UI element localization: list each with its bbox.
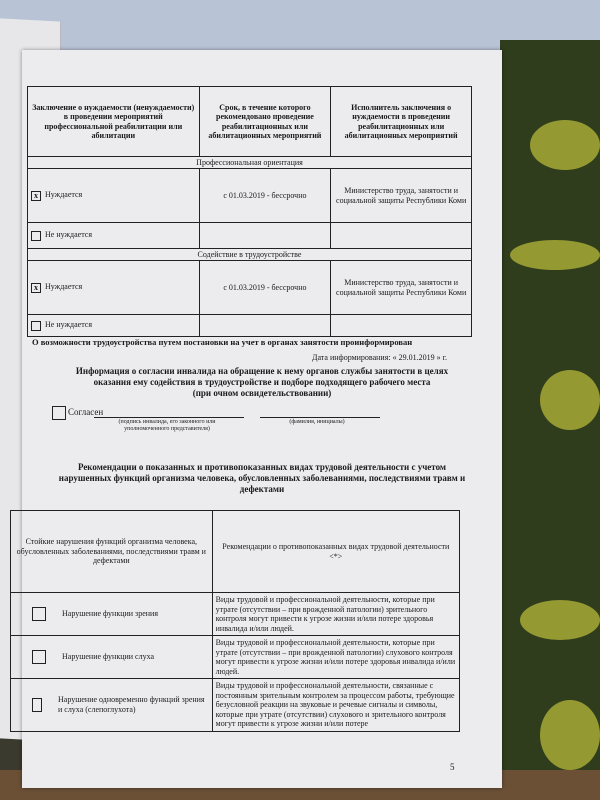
page-number: 5 [450, 762, 455, 772]
checkbox-empty-icon[interactable] [31, 231, 41, 241]
header-recommendations: Рекомендации о противопоказанных видах трудовой деятельности <*> [212, 511, 459, 593]
need-label: Нуждается [45, 282, 83, 292]
background-blanket [500, 40, 600, 800]
info-date: Дата информирования: « 29.01.2019 » г. [312, 353, 447, 362]
need-cell [28, 169, 200, 223]
header-impairments: Стойкие нарушения функций организма человека, обусловленных заболеваниями, последствиями травм и дефектами [11, 511, 213, 593]
signature-line [94, 417, 244, 418]
contraindications-header [11, 511, 460, 593]
table-row [11, 593, 460, 636]
no-need-cell [28, 223, 200, 249]
no-need-label: Не нуждается [45, 320, 93, 330]
no-need-cell [28, 315, 200, 337]
impairment-cell [11, 636, 213, 679]
name-caption: (фамилия, инициалы) [289, 419, 345, 425]
recommendations-title: Рекомендации о показанных и противопоказанных видах трудовой деятельности с учетом нарушенных функций организма человека, обусловленных заболеваниями, последствиями травм и дефектами [58, 462, 466, 494]
impairment-label: Нарушение функции слуха [62, 652, 155, 662]
term-cell: с 01.03.2019 - бессрочно [199, 169, 331, 223]
table-row [28, 223, 472, 249]
checkbox-checked-icon[interactable]: x [31, 191, 41, 201]
checkbox-checked-icon[interactable]: x [31, 283, 41, 293]
consent-subtitle: (при очном освидетельствовании) [192, 388, 332, 398]
table-row [28, 315, 472, 337]
no-need-label: Не нуждается [45, 230, 93, 240]
header-executor: Исполнитель заключения о нуждаемости в проведении реабилитационных или абилитационных мероприятий [331, 87, 472, 157]
recommendation-cell: Виды трудовой и профессиональной деятельности, связанные с постоянным зрительным контролем за процессом работы, требующие безусловной реакции на звуковые и речевые сигналы и символы, которые при утрате (отсутствии) слухового и зрительного контроля могут привести к угрозе жизни и/или потере [212, 679, 459, 732]
table-row [11, 679, 460, 732]
table-row [28, 169, 472, 223]
consent-checkbox[interactable] [52, 406, 66, 420]
employment-note: О возможности трудоустройства путем постановки на учет в органах занятости проинформирован [32, 337, 413, 347]
recommendation-cell: Виды трудовой и профессиональной деятельности, которые при утрате (отсутствии – при врожденной патологии) слухового контроля могут привести к угрозе жизни и/или потере здоровья инвалида и/или людей. [212, 636, 459, 679]
executor-cell: Министерство труда, занятости и социальной защиты Республики Коми [331, 169, 472, 223]
document-page [16, 50, 502, 788]
checkbox-empty-icon[interactable] [31, 321, 41, 331]
contraindications-table [10, 510, 460, 732]
impairment-label: Нарушение функции зрения [62, 609, 158, 619]
deafblind-checkbox[interactable] [32, 698, 42, 712]
impairment-cell [11, 593, 213, 636]
term-cell: с 01.03.2019 - бессрочно [199, 261, 331, 315]
recommendation-cell: Виды трудовой и профессиональной деятельности, которые при утрате (отсутствии – при врожденной патологии) зрительного контроля могут привести к угрозе жизни и/или потере здоровья инвалида и/или людей. [212, 593, 459, 636]
header-need-conclusion: Заключение о нуждаемости (ненуждаемости) в проведении мероприятий профессиональной реабилитации или абилитации [28, 87, 200, 157]
table-row [28, 261, 472, 315]
header-term: Срок, в течение которого рекомендовано проведение реабилитационных или абилитационных мероприятий [199, 87, 331, 157]
rehab-table [27, 86, 472, 337]
section-title-orientation: Профессиональная ориентация [28, 157, 472, 169]
executor-cell: Министерство труда, занятости и социальной защиты Республики Коми [331, 261, 472, 315]
signature-caption: (подпись инвалида, его законного или уполномоченного представителя) [118, 419, 216, 432]
need-label: Нуждается [45, 190, 83, 200]
section-title-row [28, 157, 472, 169]
impairment-cell [11, 679, 213, 732]
need-cell [28, 261, 200, 315]
section-title-employment: Содействие в трудоустройстве [28, 249, 472, 261]
consent-label: Согласен [68, 407, 104, 417]
rehab-table-header [28, 87, 472, 157]
section-title-row [28, 249, 472, 261]
vision-checkbox[interactable] [32, 607, 46, 621]
name-line [260, 417, 380, 418]
table-row [11, 636, 460, 679]
impairment-label: Нарушение одновременно функций зрения и слуха (слепоглухота) [57, 695, 205, 714]
hearing-checkbox[interactable] [32, 650, 46, 664]
consent-title: Информация о согласии инвалида на обращение к нему органов службы занятости в целях оказания ему содействия в трудоустройстве и подборе подходящего рабочего места [75, 366, 449, 387]
